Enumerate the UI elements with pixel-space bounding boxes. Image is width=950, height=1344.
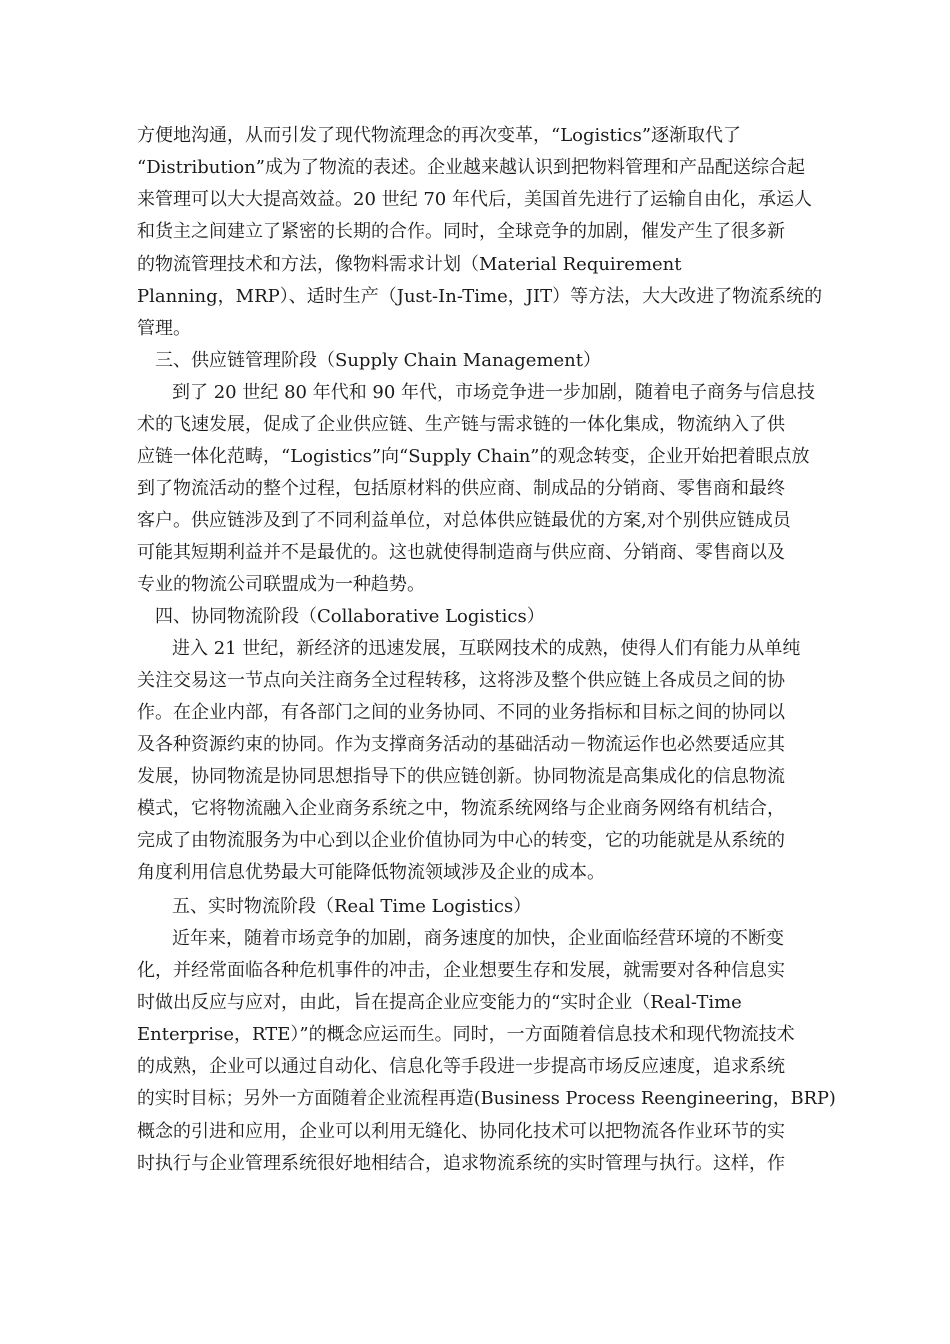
- text-line: 化，并经常面临各种危机事件的冲击，企业想要生存和发展，就需要对各种信息实: [137, 960, 785, 981]
- text-line: Planning，MRP）、适时生产（Just-In-Time，JIT）等方法，大大改进了物流系统的: [137, 286, 823, 307]
- section-heading: 三、供应链管理阶段（Supply Chain Management）: [155, 350, 601, 371]
- text-line: 到了物流活动的整个过程，包括原材料的供应商、制成品的分销商、零售商和最终: [137, 478, 785, 499]
- text-line: “Distribution”成为了物流的表述。企业越来越认识到把物料管理和产品配送综合起: [137, 157, 805, 178]
- text-line: 方便地沟通，从而引发了现代物流理念的再次变革，“Logistics”逐渐取代了: [137, 125, 742, 146]
- text-line: 近年来，随着市场竞争的加剧，商务速度的加快，企业面临经营环境的不断变: [172, 928, 784, 949]
- text-line: 来管理可以大大提高效益。20 世纪 70 年代后，美国首先进行了运输自由化，承运人: [137, 189, 812, 210]
- text-line: 的实时目标；另外一方面随着企业流程再造(Business Process Reengineering，BRP): [137, 1088, 836, 1109]
- text-line: 应链一体化范畴，“Logistics”向“Supply Chain”的观念转变，企业开始把着眼点放: [137, 446, 810, 467]
- section-heading: 四、协同物流阶段（Collaborative Logistics）: [155, 606, 545, 627]
- text-line: 时执行与企业管理系统很好地相结合，追求物流系统的实时管理与执行。这样，作: [137, 1153, 785, 1174]
- text-line: 概念的引进和应用，企业可以利用无缝化、协同化技术可以把物流各作业环节的实: [137, 1121, 785, 1142]
- text-line: 客户。供应链涉及到了不同利益单位，对总体供应链最优的方案,对个别供应链成员: [137, 510, 791, 531]
- text-line: 进入 21 世纪，新经济的迅速发展，互联网技术的成熟，使得人们有能力从单纯: [172, 638, 801, 659]
- text-line: 可能其短期利益并不是最优的。这也就使得制造商与供应商、分销商、零售商以及: [137, 542, 785, 563]
- text-line: 关注交易这一节点向关注商务全过程转移，这将涉及整个供应链上各成员之间的协: [137, 670, 785, 691]
- text-line: 管理。: [137, 318, 191, 339]
- text-line: 专业的物流公司联盟成为一种趋势。: [137, 574, 425, 595]
- text-line: 作。在企业内部，有各部门之间的业务协同、不同的业务指标和目标之间的协同以: [137, 702, 785, 723]
- text-line: 术的飞速发展，促成了企业供应链、生产链与需求链的一体化集成，物流纳入了供: [137, 414, 785, 435]
- text-line: 发展，协同物流是协同思想指导下的供应链创新。协同物流是高集成化的信息物流: [137, 766, 785, 787]
- text-line: Enterprise，RTE）”的概念应运而生。同时，一方面随着信息技术和现代物流技术: [137, 1024, 795, 1045]
- text-line: 到了 20 世纪 80 年代和 90 年代，市场竞争进一步加剧，随着电子商务与信息技: [172, 382, 816, 403]
- text-line: 完成了由物流服务为中心到以企业价值协同为中心的转变，它的功能就是从系统的: [137, 830, 785, 851]
- text-line: 和货主之间建立了紧密的长期的合作。同时，全球竞争的加剧，催发产生了很多新: [137, 221, 785, 242]
- text-line: 模式，它将物流融入企业商务系统之中，物流系统网络与企业商务网络有机结合，: [137, 798, 785, 819]
- text-line: 的成熟，企业可以通过自动化、信息化等手段进一步提高市场反应速度，追求系统: [137, 1056, 785, 1077]
- text-line: 角度利用信息优势最大可能降低物流领域涉及企业的成本。: [137, 862, 605, 883]
- text-line: 的物流管理技术和方法，像物料需求计划（Material Requirement: [137, 254, 682, 275]
- section-heading: 五、实时物流阶段（Real Time Logistics）: [172, 896, 532, 917]
- text-line: 时做出反应与应对，由此，旨在提高企业应变能力的“实时企业（Real-Time: [137, 992, 742, 1013]
- text-line: 及各种资源约束的协同。作为支撑商务活动的基础活动－物流运作也必然要适应其: [137, 734, 785, 755]
